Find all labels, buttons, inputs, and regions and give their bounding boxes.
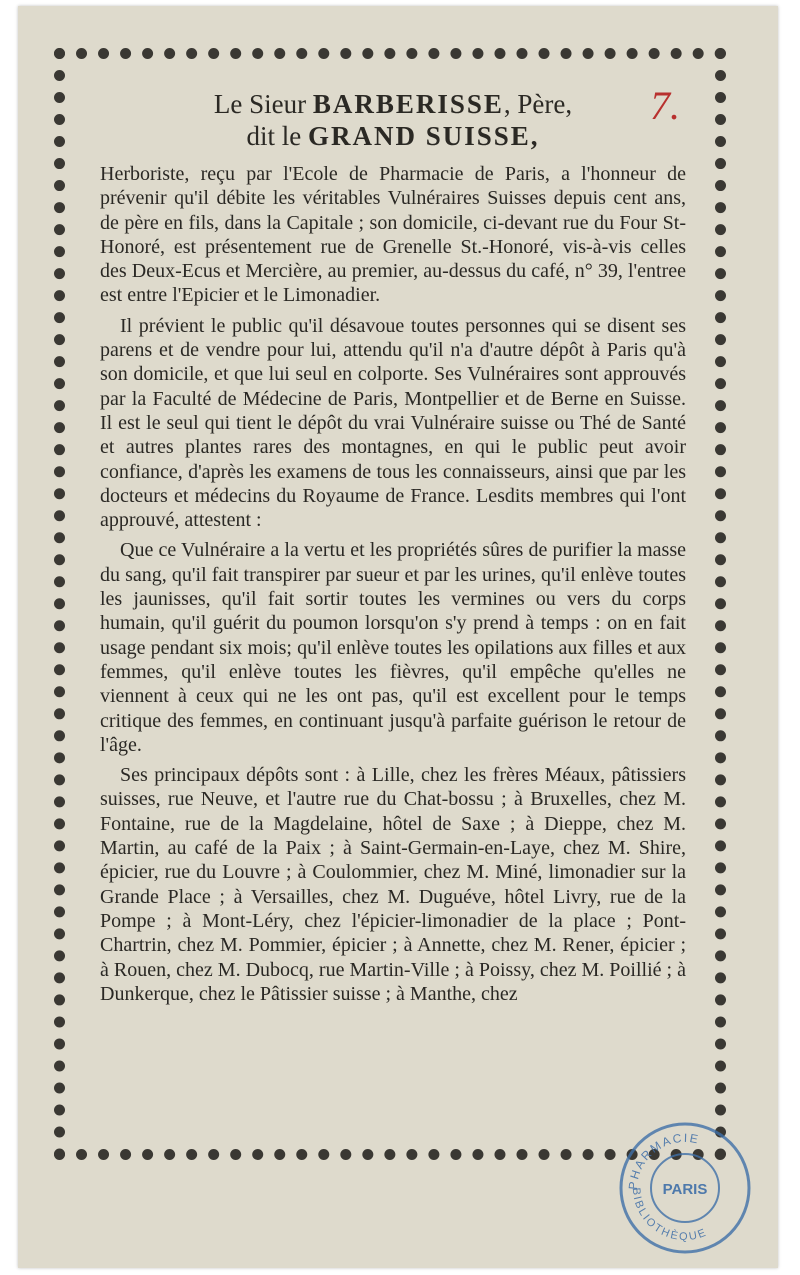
document-body <box>100 88 686 1128</box>
title-name: BARBERISSE <box>312 89 504 119</box>
library-stamp <box>615 1118 755 1258</box>
title-line-2 <box>100 120 686 152</box>
stamp-center-text: PARIS <box>662 1181 708 1198</box>
paragraph-depots: Ses principaux dépôts sont : à Lille, chez les frères Méaux, pâtissiers suisses, rue Neuve, et l'autre rue du Chat-bossu ; à Bruxelles, chez M. Fontaine, rue de la Magdelaine, hôtel de Saxe ; à Dieppe, chez M. Martin, au café de la Paix ; à Saint-Germain-en-Laye, chez M. Shire, épicier, rue du Louvre ; à Coulommier, chez M. Miné, limonadier sur la Grande Place ; à Versailles, chez M. Duguéve, hôtel Livry, rue de la Pompe ; à Mont-Léry, chez l'épicier-limonadier de la place ; Pont-Chartrin, chez M. Pommier, épicier ; à Annette, chez M. Rener, épicier ; à Rouen, chez M. Dubocq, rue Martin-Ville ; à Poissy, chez M. Poillié ; à Dunkerque, chez le Pâtissier suisse ; à Manthe, chez <box>100 764 686 1005</box>
title-prefix: Le Sieur <box>213 89 313 119</box>
stamp-bottom-text: BIBLIOTHÈQUE <box>629 1187 710 1244</box>
title-suffix: , Père, <box>503 89 573 119</box>
handwritten-number: 7. <box>650 83 680 128</box>
paragraph-intro: Herboriste, reçu par l'Ecole de Pharmacie de Paris, a l'honneur de prévenir qu'il débite les véritables Vulnéraires Suisses depuis cent ans, de père en fils, dans la Capitale ; son domicile, ci-devant rue du Four St-Honoré, est présentement rue de Grenelle St.-Honoré, vis-à-vis celles des Deux-Ecus et Mercière, au premier, au-dessus du café, n° 39, l'entree est entre l'Epicier et le Limonadier. <box>100 163 686 307</box>
paragraph-warning: Il prévient le public qu'il désavoue toutes personnes qui se disent ses parens et de vendre pour lui, attendu qu'il n'a d'autre dépôt à Paris qu'à son domicile, et que lui seul en colporte. Ses Vulnéraires sont approuvés par la Faculté de Médecine de Paris, Montpellier et de Berne en Suisse. Il est le seul qui tient le dépôt du vrai Vulnéraire suisse ou Thé de Santé et autres plantes rares des montagnes, en qui le public peut avoir confiance, d'après les examens de tous les connaisseurs, ainsi que par les docteurs et médecins du Royaume de France. Lesdits membres qui l'ont approuvé, attestent : <box>100 314 686 532</box>
subtitle-prefix: dit le <box>246 121 308 151</box>
title-line-1 <box>100 88 686 120</box>
paragraph-virtues: Que ce Vulnéraire a la vertu et les propriétés sûres de purifier la masse du sang, qu'il fait transpirer par sueur et par les urines, qu'il enlève toutes les jaunisses, qu'il fait sortir toutes les vermines ou vers du corps humain, qu'il guérit du poumon lorsqu'on s'y prend à temps : on en fait usage pendant six mois; qu'il enlève toutes les opilations aux filles et aux femmes, qu'il enlève toutes les fièvres, qu'il empêche qu'elles ne viennent à ceux qui ne les ont pas, qu'il est excellent pour le temps critique des femmes, en continuant jusqu'à parfaite guérison le retour de l'âge. <box>100 539 686 756</box>
subtitle-name: GRAND SUISSE, <box>307 121 540 151</box>
stamp-top-text: PHARMACIE <box>625 1130 702 1191</box>
